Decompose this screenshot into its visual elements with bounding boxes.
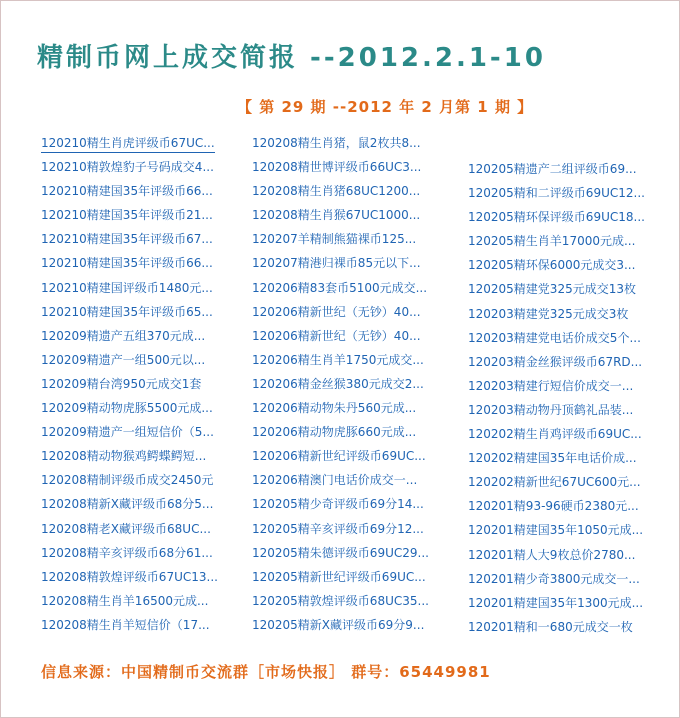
news-link[interactable]	[252, 134, 457, 158]
news-link-text: 120206精动物朱丹560元成...	[252, 401, 417, 416]
column-1	[41, 134, 246, 640]
news-link-text: 120201精和一680元成交一枚	[468, 619, 633, 634]
news-link-text: 120210精生肖虎评级币67UC...	[41, 134, 215, 153]
news-link[interactable]	[41, 592, 246, 616]
news-link[interactable]	[468, 377, 673, 401]
news-link-text: 120210精敦煌豹子号码成交4...	[41, 160, 214, 175]
news-link[interactable]	[468, 425, 673, 449]
news-link[interactable]	[468, 401, 673, 425]
news-link-text: 120210精建国35年评级币65...	[41, 304, 213, 319]
news-link-text: 120205精新世纪评级币69UC...	[252, 569, 426, 584]
news-link[interactable]	[252, 351, 457, 375]
news-link[interactable]	[468, 594, 673, 618]
news-link[interactable]	[252, 568, 457, 592]
news-link-text: 120203精建党电话价成交5个...	[468, 330, 641, 345]
news-link[interactable]	[468, 546, 673, 570]
news-link[interactable]	[252, 279, 457, 303]
news-link-text: 120208精生肖猴67UC1000...	[252, 208, 421, 223]
news-link[interactable]	[252, 303, 457, 327]
news-link[interactable]	[41, 351, 246, 375]
news-link-text: 120205精敦煌评级币68UC35...	[252, 593, 429, 608]
news-link[interactable]	[252, 616, 457, 640]
news-link-text: 120205精生肖羊17000元成...	[468, 234, 636, 249]
news-link-text: 120203精动物丹顶鹤礼品装...	[468, 402, 634, 417]
news-link[interactable]	[252, 182, 457, 206]
news-link[interactable]	[41, 134, 246, 158]
news-link-text: 120208精新X藏评级币68分5...	[41, 497, 214, 512]
news-link-text: 120208精生肖羊短信价（17...	[41, 617, 210, 632]
news-link-text: 120208精制评级币成交2450元	[41, 473, 214, 488]
news-link[interactable]	[468, 521, 673, 545]
news-link-text: 120205精环保6000元成交3...	[468, 258, 636, 273]
column-2	[252, 134, 457, 640]
news-link-text: 120210精建国35年评级币66...	[41, 184, 213, 199]
news-link-text: 120205精新X藏评级币69分9...	[252, 617, 425, 632]
news-link[interactable]	[41, 254, 246, 278]
news-link-text: 120210精建国评级币1480元...	[41, 280, 213, 295]
news-link[interactable]	[41, 544, 246, 568]
news-link[interactable]	[468, 208, 673, 232]
news-link-text: 120201精93-96硬币2380元...	[468, 499, 639, 514]
news-link[interactable]	[41, 206, 246, 230]
news-link-text: 120208精生肖猪68UC1200...	[252, 184, 421, 199]
news-link[interactable]	[468, 305, 673, 329]
news-link-text: 120209精台湾950元成交1套	[41, 376, 202, 391]
news-link-text: 120203精建党325元成交3枚	[468, 306, 629, 321]
news-link-text: 120207精港归裸币85元以下...	[252, 256, 421, 271]
news-link-text: 120205精和二评级币69UC12...	[468, 186, 645, 201]
news-link[interactable]	[41, 158, 246, 182]
news-link[interactable]	[41, 495, 246, 519]
news-link-text: 120201精建国35年1050元成...	[468, 523, 644, 538]
news-link-text: 120203精建行短信价成交一...	[468, 378, 634, 393]
news-link[interactable]	[252, 158, 457, 182]
news-link[interactable]	[252, 592, 457, 616]
news-link-text: 120202精新世纪67UC600元...	[468, 475, 641, 490]
news-link-text: 120202精生肖鸡评级币69UC...	[468, 427, 642, 442]
news-link-text: 120210精建国35年评级币67...	[41, 232, 213, 247]
news-link[interactable]	[468, 184, 673, 208]
news-link-text: 120201精人大9枚总价2780...	[468, 547, 636, 562]
news-link-text: 120209精动物虎豚5500元成...	[41, 401, 213, 416]
news-link[interactable]	[468, 570, 673, 594]
news-link[interactable]	[252, 206, 457, 230]
footer-source: 信息来源：中国精制币交流群［市场快报］ 群号：65449981	[41, 663, 491, 681]
news-link[interactable]	[468, 449, 673, 473]
news-link-text: 120210精建国35年评级币66...	[41, 256, 213, 271]
news-link-text: 120205精辛亥评级币69分12...	[252, 521, 424, 536]
news-link-text: 120206精新世纪（无钞）40...	[252, 304, 421, 319]
news-link-text: 120205精建党325元成交13枚	[468, 282, 636, 297]
news-link-text: 120208精世博评级币66UC3...	[252, 160, 422, 175]
news-link-text: 120206精新世纪（无钞）40...	[252, 328, 421, 343]
news-link-text: 120206精金丝猴380元成交2...	[252, 376, 424, 391]
news-link[interactable]	[252, 254, 457, 278]
news-link-text: 120208精敦煌评级币67UC13...	[41, 569, 218, 584]
news-link-text: 120205精环保评级币69UC18...	[468, 210, 645, 225]
news-link-text: 120205精遗产二组评级币69...	[468, 162, 637, 176]
news-link-text: 120206精新世纪评级币69UC...	[252, 449, 426, 464]
news-link-text: 120210精建国35年评级币21...	[41, 208, 213, 223]
news-link[interactable]	[41, 375, 246, 399]
news-link[interactable]	[252, 495, 457, 519]
news-link[interactable]	[41, 447, 246, 471]
news-link-text: 120201精建国35年1300元成...	[468, 595, 644, 610]
news-link[interactable]	[252, 544, 457, 568]
news-link[interactable]	[252, 471, 457, 495]
news-link-text: 120208精生肖猪，鼠2枚共8...	[252, 136, 421, 150]
news-link[interactable]	[252, 399, 457, 423]
news-link-text: 120205精朱德评级币69UC29...	[252, 545, 429, 560]
news-link-text: 120209精遗产一组短信价（5...	[41, 425, 214, 440]
news-link[interactable]	[41, 423, 246, 447]
news-link-text: 120207羊精制熊猫裸币125...	[252, 232, 417, 247]
news-link[interactable]	[41, 568, 246, 592]
news-link[interactable]	[41, 471, 246, 495]
news-link[interactable]	[41, 616, 246, 640]
news-link-text: 120201精少奇3800元成交一...	[468, 571, 640, 586]
news-link-text: 120206精动物虎豚660元成...	[252, 425, 417, 440]
news-link[interactable]	[252, 447, 457, 471]
news-link[interactable]	[41, 520, 246, 544]
news-link-text: 120206精83套币5100元成交...	[252, 280, 428, 295]
news-link-text: 120208精辛亥评级币68分61...	[41, 545, 213, 560]
news-link[interactable]	[41, 182, 246, 206]
news-link[interactable]	[252, 327, 457, 351]
column-3	[468, 160, 673, 642]
news-link[interactable]	[41, 230, 246, 254]
news-link[interactable]	[468, 353, 673, 377]
news-link[interactable]	[468, 329, 673, 353]
news-link-text: 120206精澳门电话价成交一...	[252, 473, 418, 488]
news-link-text: 120208精老X藏评级币68UC...	[41, 521, 211, 536]
news-link[interactable]	[468, 280, 673, 304]
news-link-text: 120203精金丝猴评级币67RD...	[468, 354, 643, 369]
news-link-text: 120209精遗产一组500元以...	[41, 352, 206, 367]
news-link[interactable]	[468, 256, 673, 280]
news-link[interactable]	[252, 230, 457, 254]
news-link[interactable]	[468, 232, 673, 256]
news-link-text: 120202精建国35年电话价成...	[468, 451, 637, 466]
news-link[interactable]	[252, 423, 457, 447]
page-title: 精制币网上成交简报 --2012.2.1-10	[37, 43, 546, 73]
news-link[interactable]	[468, 618, 673, 642]
issue-subtitle: 【 第 29 期 --2012 年 2 月第 1 期 】	[237, 98, 534, 116]
news-link-text: 120208精生肖羊16500元成...	[41, 593, 209, 608]
news-link-text: 120209精遗产五组370元成...	[41, 328, 206, 343]
news-link-text: 120206精生肖羊1750元成交...	[252, 352, 424, 367]
news-link[interactable]	[468, 473, 673, 497]
news-link[interactable]	[41, 399, 246, 423]
news-link[interactable]	[468, 160, 673, 184]
news-link[interactable]	[252, 375, 457, 399]
news-link[interactable]	[252, 520, 457, 544]
news-link[interactable]	[41, 303, 246, 327]
news-link-text: 120208精动物猴鸡鳄蝶鳄短...	[41, 449, 207, 464]
news-link[interactable]	[41, 327, 246, 351]
news-link[interactable]	[41, 279, 246, 303]
news-link-text: 120205精少奇评级币69分14...	[252, 497, 424, 512]
news-link[interactable]	[468, 497, 673, 521]
